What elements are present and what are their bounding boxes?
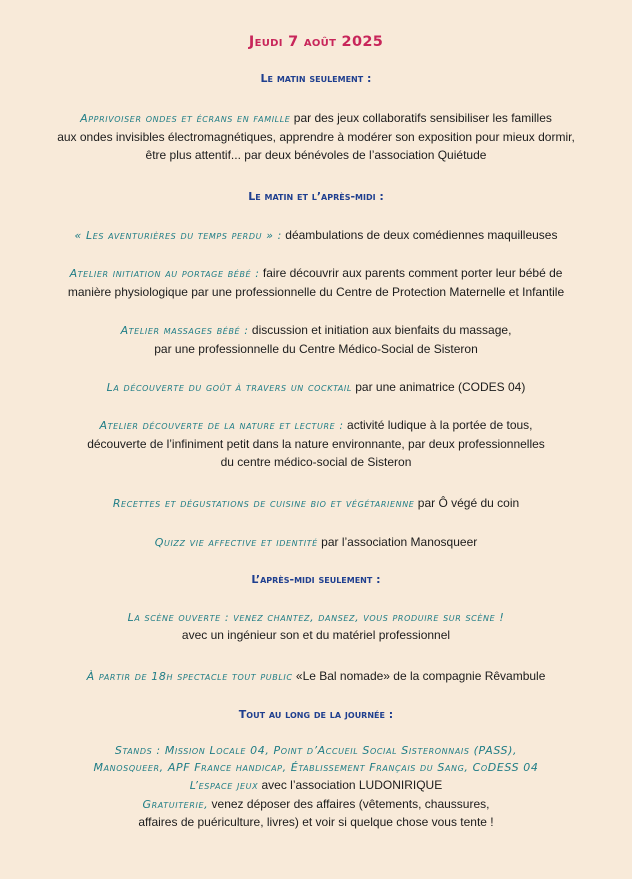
- activity-title: Atelier initiation au portage bébé :: [69, 267, 260, 280]
- activity-title: À partir de 18h spectacle tout public: [86, 670, 293, 683]
- activity-text: avec l’association LUDONIRIQUE: [258, 778, 443, 793]
- activity-decouverte-gout: [0, 378, 632, 397]
- activity-text: aux ondes invisibles électromagnétiques, apprendre à modérer son exposition pour mieux dormir,: [57, 129, 575, 144]
- activity-text: faire découvrir aux parents comment porter leur bébé de: [259, 266, 563, 280]
- activity-text: être plus attentif... par deux bénévoles de l’association Quiétude: [145, 148, 487, 163]
- activity-spectacle: [0, 667, 632, 686]
- event-date: Jeudi 7 août 2025: [248, 34, 384, 50]
- activity-title: Manosqueer, APF France handicap, Établissement Français du Sang, CoDESS 04: [93, 761, 539, 775]
- activity-text: par une animatrice (CODES 04): [351, 380, 526, 394]
- activity-text: par Ô végé du coin: [414, 496, 520, 510]
- activity-massages-bebe: [0, 321, 632, 358]
- activity-text: activité ludique à la portée de tous,: [343, 418, 533, 432]
- activity-title: La scène ouverte : venez chantez, dansez, vous produire sur scène !: [127, 611, 505, 624]
- activity-recettes: [0, 494, 632, 513]
- activity-title: L’espace jeux: [189, 779, 259, 793]
- activity-text: venez déposer des affaires (vêtements, chaussures,: [208, 796, 490, 811]
- activity-nature-lecture: [0, 416, 632, 472]
- activity-aventurieres: [0, 226, 632, 245]
- activity-text: découverte de l’infiniment petit dans la nature environnante, par deux professionnelles: [87, 436, 545, 451]
- activity-text: discussion et initiation aux bienfaits du massage,: [248, 323, 512, 337]
- activity-text: avec un ingénieur son et du matériel professionnel: [181, 628, 451, 643]
- activity-title: Apprivoiser ondes et écrans en famille: [80, 112, 291, 125]
- activity-quizz: [0, 533, 632, 552]
- activity-text: du centre médico-social de Sisteron: [220, 455, 412, 470]
- activity-title: Quizz vie affective et identité: [154, 536, 318, 549]
- activity-title: « Les aventurières du temps perdu » :: [74, 229, 282, 242]
- section-heading-all-day: Tout au long de la journée :: [238, 708, 394, 721]
- section-heading-morning-afternoon: Le matin et l’après-midi :: [248, 190, 384, 203]
- activity-stands: [0, 742, 632, 832]
- section-heading-morning: Le matin seulement :: [260, 72, 372, 85]
- activity-text: par une professionnelle du Centre Médico-Social de Sisteron: [154, 341, 478, 356]
- activity-title: Recettes et dégustations de cuisine bio et végétarienne: [112, 497, 415, 510]
- activity-title: Atelier découverte de la nature et lecture :: [99, 419, 344, 432]
- activity-title: Atelier massages bébé :: [120, 324, 249, 337]
- activity-ondes-ecrans: [0, 109, 632, 165]
- activity-text: par l’association Manosqueer: [317, 535, 478, 549]
- activity-title: La découverte du goût à travers un cocktail: [106, 381, 352, 394]
- activity-scene-ouverte: [0, 609, 632, 645]
- section-heading-afternoon: L’après-midi seulement :: [251, 573, 381, 586]
- activity-text: affaires de puériculture, livres) et voir si quelque chose vous tente !: [138, 815, 494, 830]
- activity-text: par des jeux collaboratifs sensibiliser les familles: [290, 111, 552, 125]
- activity-title: Gratuiterie,: [142, 797, 209, 811]
- activity-text: déambulations de deux comédiennes maquilleuses: [281, 228, 558, 242]
- activity-text: manière physiologique par une professionnelle du Centre de Protection Maternelle et Infantile: [67, 284, 565, 299]
- activity-title: Stands : Mission Locale 04, Point d’Accueil Social Sisteronnais (PASS),: [114, 744, 518, 757]
- activity-portage-bebe: [0, 264, 632, 301]
- activity-text: «Le Bal nomade» de la compagnie Rêvambule: [292, 669, 546, 683]
